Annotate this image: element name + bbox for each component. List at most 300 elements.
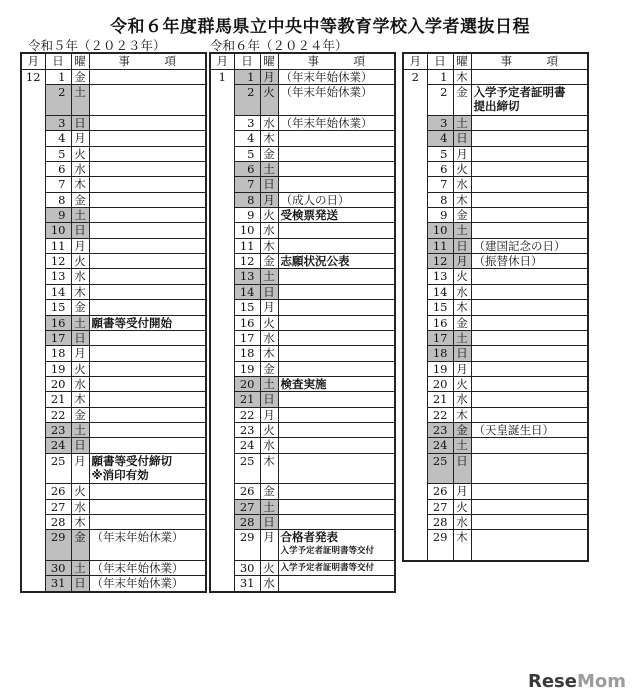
- event-cell: [89, 300, 206, 315]
- table-row: [21, 484, 206, 499]
- table-row: [403, 514, 588, 529]
- table-row: [210, 484, 395, 499]
- event-cell: [278, 192, 395, 207]
- table-row: [403, 346, 588, 361]
- dow-cell: 水: [260, 116, 278, 131]
- schedule-table-month-12: [20, 52, 207, 593]
- event-text: 願書等受付締切: [91, 453, 172, 468]
- table-row: [403, 392, 588, 407]
- event-cell: [471, 238, 588, 253]
- table-row: [403, 192, 588, 207]
- event-cell: [89, 162, 206, 177]
- dow-cell: 月: [453, 361, 471, 376]
- day-cell: 12: [45, 254, 71, 269]
- day-cell: 20: [234, 376, 260, 391]
- event-cell: [89, 116, 206, 131]
- dow-cell: 水: [453, 284, 471, 299]
- day-cell: 8: [234, 192, 260, 207]
- dow-cell: 金: [71, 407, 89, 422]
- event-text: 合格者発表: [280, 530, 338, 545]
- event-cell: [89, 254, 206, 269]
- day-cell: 30: [234, 561, 260, 576]
- dow-cell: 水: [453, 177, 471, 192]
- day-cell: 19: [427, 361, 453, 376]
- header-day: 日: [45, 53, 71, 70]
- event-cell: [89, 346, 206, 361]
- month-cell: 2: [403, 70, 427, 562]
- table-row: [21, 223, 206, 238]
- table-row: [403, 146, 588, 161]
- dow-cell: 火: [260, 208, 278, 223]
- dow-cell: 火: [71, 146, 89, 161]
- dow-cell: 金: [453, 208, 471, 223]
- event-cell: [89, 499, 206, 514]
- table-row: [403, 499, 588, 514]
- day-cell: 2: [45, 85, 71, 116]
- table-row: [21, 146, 206, 161]
- event-cell: [471, 223, 588, 238]
- day-cell: 17: [45, 330, 71, 345]
- dow-cell: 月: [260, 300, 278, 315]
- dow-cell: 土: [260, 269, 278, 284]
- header-day: 日: [427, 53, 453, 70]
- day-cell: 3: [45, 116, 71, 131]
- day-cell: 5: [427, 146, 453, 161]
- dow-cell: 金: [260, 146, 278, 161]
- table-row: [403, 484, 588, 499]
- day-cell: 29: [427, 530, 453, 561]
- table-row: [403, 254, 588, 269]
- dow-cell: 火: [71, 484, 89, 499]
- table-row: [21, 284, 206, 299]
- table-row: [21, 177, 206, 192]
- event-cell: [278, 85, 395, 116]
- day-cell: 24: [234, 438, 260, 453]
- dow-cell: 水: [260, 438, 278, 453]
- dow-cell: 土: [260, 376, 278, 391]
- day-cell: 21: [45, 392, 71, 407]
- dow-cell: 火: [260, 315, 278, 330]
- header-dow: 曜: [260, 53, 278, 70]
- table-row: [210, 254, 395, 269]
- event-text-line2: ※消印有効: [91, 467, 149, 482]
- event-cell: [471, 361, 588, 376]
- day-cell: 8: [45, 192, 71, 207]
- day-cell: 7: [427, 177, 453, 192]
- day-cell: 9: [234, 208, 260, 223]
- table-row: [403, 376, 588, 391]
- table-row: [403, 131, 588, 146]
- day-cell: 1: [45, 70, 71, 85]
- table-row: [21, 376, 206, 391]
- event-cell: [89, 392, 206, 407]
- dow-cell: 土: [71, 422, 89, 437]
- day-cell: 4: [427, 131, 453, 146]
- event-subtext: 入学予定者証明書等交付: [280, 563, 375, 573]
- event-cell: [89, 208, 206, 223]
- day-cell: 27: [234, 499, 260, 514]
- event-cell: [278, 284, 395, 299]
- table-header: [210, 53, 395, 70]
- event-text-line2: 提出締切: [473, 99, 520, 114]
- dow-cell: 火: [453, 376, 471, 391]
- day-cell: 10: [234, 223, 260, 238]
- day-cell: 11: [45, 238, 71, 253]
- event-cell: [471, 208, 588, 223]
- day-cell: 7: [234, 177, 260, 192]
- event-cell: [471, 514, 588, 529]
- table-row: [21, 238, 206, 253]
- event-cell: [278, 422, 395, 437]
- event-cell: [471, 530, 588, 561]
- day-cell: 1: [234, 70, 260, 85]
- dow-cell: 土: [453, 116, 471, 131]
- dow-cell: 木: [453, 192, 471, 207]
- day-cell: 16: [45, 315, 71, 330]
- event-cell: [278, 254, 395, 269]
- event-cell: [89, 223, 206, 238]
- day-cell: 27: [45, 499, 71, 514]
- event-cell: [89, 146, 206, 161]
- dow-cell: 月: [260, 70, 278, 85]
- table-row: [210, 422, 395, 437]
- event-cell: [89, 561, 206, 576]
- dow-cell: 水: [71, 499, 89, 514]
- table-row: [210, 346, 395, 361]
- dow-cell: 金: [260, 361, 278, 376]
- table-row: [403, 300, 588, 315]
- table-row: [21, 392, 206, 407]
- dow-cell: 月: [71, 131, 89, 146]
- event-text: 願書等受付開始: [91, 315, 172, 330]
- event-cell: [89, 530, 206, 561]
- header-day: 日: [234, 53, 260, 70]
- day-cell: 24: [45, 438, 71, 453]
- event-text: 検査実施: [280, 376, 327, 391]
- event-cell: [278, 561, 395, 576]
- day-cell: 13: [45, 269, 71, 284]
- event-cell: [278, 238, 395, 253]
- day-cell: 15: [45, 300, 71, 315]
- table-row: [210, 392, 395, 407]
- table-row: [210, 284, 395, 299]
- event-cell: [471, 499, 588, 514]
- table-row: [403, 238, 588, 253]
- table-row: [403, 330, 588, 345]
- event-cell: [89, 177, 206, 192]
- dow-cell: 日: [71, 223, 89, 238]
- day-cell: 28: [45, 514, 71, 529]
- dow-cell: 水: [453, 514, 471, 529]
- event-text: 受検票発送: [280, 208, 338, 223]
- day-cell: 14: [427, 284, 453, 299]
- dow-cell: 木: [71, 514, 89, 529]
- event-cell: [89, 407, 206, 422]
- event-cell: [278, 70, 395, 85]
- table-row: [403, 422, 588, 437]
- event-text: （振替休日）: [473, 254, 543, 269]
- day-cell: 25: [427, 453, 453, 484]
- table-row: [403, 269, 588, 284]
- day-cell: 21: [427, 392, 453, 407]
- day-cell: 6: [234, 162, 260, 177]
- day-cell: 23: [234, 422, 260, 437]
- table-row: [21, 269, 206, 284]
- day-cell: 20: [45, 376, 71, 391]
- day-cell: 28: [234, 514, 260, 529]
- event-cell: [278, 576, 395, 592]
- day-cell: 19: [45, 361, 71, 376]
- page-title: 令和６年度群馬県立中央中等教育学校入学者選抜日程: [110, 17, 530, 37]
- day-cell: 12: [427, 254, 453, 269]
- event-cell: [89, 70, 206, 85]
- dow-cell: 日: [71, 330, 89, 345]
- dow-cell: 日: [71, 116, 89, 131]
- event-cell: [89, 315, 206, 330]
- event-text: （年末年始休業）: [91, 530, 184, 545]
- event-text: （年末年始休業）: [91, 561, 184, 575]
- day-cell: 22: [45, 407, 71, 422]
- dow-cell: 月: [260, 407, 278, 422]
- table-row: [210, 85, 395, 116]
- dow-cell: 月: [260, 530, 278, 561]
- dow-cell: 日: [260, 284, 278, 299]
- event-text: （天皇誕生日）: [473, 422, 554, 437]
- day-cell: 18: [427, 346, 453, 361]
- day-cell: 31: [234, 576, 260, 592]
- day-cell: 17: [234, 330, 260, 345]
- day-cell: 13: [234, 269, 260, 284]
- event-cell: [471, 484, 588, 499]
- table-row: [21, 116, 206, 131]
- header-month: 月: [403, 53, 427, 70]
- day-cell: 6: [427, 162, 453, 177]
- day-cell: 29: [234, 530, 260, 561]
- event-cell: [278, 376, 395, 391]
- day-cell: 28: [427, 514, 453, 529]
- event-cell: [471, 392, 588, 407]
- table-row: [21, 561, 206, 576]
- day-cell: 15: [234, 300, 260, 315]
- event-cell: [471, 85, 588, 116]
- day-cell: 9: [45, 208, 71, 223]
- table-header: [403, 53, 588, 70]
- day-cell: 19: [234, 361, 260, 376]
- event-cell: [278, 499, 395, 514]
- dow-cell: 金: [453, 315, 471, 330]
- table-row: [403, 438, 588, 453]
- event-cell: [89, 361, 206, 376]
- table-row: [403, 177, 588, 192]
- event-cell: [471, 162, 588, 177]
- event-cell: [278, 146, 395, 161]
- table-row: [210, 192, 395, 207]
- day-cell: 11: [427, 238, 453, 253]
- event-cell: [471, 453, 588, 484]
- table-header: [21, 53, 206, 70]
- table-row: [210, 208, 395, 223]
- header-event: 事 項: [89, 53, 206, 70]
- event-cell: [89, 453, 206, 484]
- dow-cell: 金: [453, 422, 471, 437]
- event-text: （年末年始休業）: [280, 116, 373, 131]
- dow-cell: 木: [260, 453, 278, 484]
- dow-cell: 日: [260, 392, 278, 407]
- dow-cell: 月: [453, 484, 471, 499]
- event-text: （年末年始休業）: [91, 576, 184, 591]
- dow-cell: 火: [71, 361, 89, 376]
- event-cell: [278, 162, 395, 177]
- table-row: [21, 162, 206, 177]
- day-cell: 18: [234, 346, 260, 361]
- event-cell: [471, 422, 588, 437]
- dow-cell: 月: [71, 238, 89, 253]
- dow-cell: 日: [260, 514, 278, 529]
- event-cell: [278, 392, 395, 407]
- day-cell: 5: [45, 146, 71, 161]
- dow-cell: 土: [260, 162, 278, 177]
- event-cell: [89, 269, 206, 284]
- table-row: [210, 70, 395, 85]
- day-cell: 25: [45, 453, 71, 484]
- month-cell: 12: [21, 70, 45, 592]
- dow-cell: 金: [71, 192, 89, 207]
- table-row: [21, 530, 206, 561]
- dow-cell: 火: [260, 422, 278, 437]
- event-cell: [278, 530, 395, 561]
- table-row: [21, 453, 206, 484]
- table-row: [403, 223, 588, 238]
- header-month: 月: [210, 53, 234, 70]
- event-cell: [89, 422, 206, 437]
- day-cell: 9: [427, 208, 453, 223]
- day-cell: 8: [427, 192, 453, 207]
- event-cell: [89, 514, 206, 529]
- event-cell: [89, 131, 206, 146]
- event-cell: [278, 300, 395, 315]
- table-row: [403, 284, 588, 299]
- table-row: [21, 254, 206, 269]
- dow-cell: 日: [71, 576, 89, 592]
- event-cell: [471, 269, 588, 284]
- table-row: [21, 576, 206, 592]
- dow-cell: 金: [71, 70, 89, 85]
- event-cell: [471, 177, 588, 192]
- year-label-2023: 令和５年（２０２３年）: [28, 38, 166, 53]
- dow-cell: 月: [71, 346, 89, 361]
- table-row: [210, 131, 395, 146]
- day-cell: 11: [234, 238, 260, 253]
- event-cell: [278, 269, 395, 284]
- day-cell: 29: [45, 530, 71, 561]
- dow-cell: 火: [71, 254, 89, 269]
- day-cell: 4: [45, 131, 71, 146]
- dow-cell: 土: [71, 85, 89, 116]
- table-row: [210, 238, 395, 253]
- day-cell: 27: [427, 499, 453, 514]
- dow-cell: 土: [71, 561, 89, 576]
- dow-cell: 水: [71, 162, 89, 177]
- dow-cell: 月: [71, 453, 89, 484]
- day-cell: 16: [427, 315, 453, 330]
- table-row: [403, 530, 588, 561]
- dow-cell: 金: [260, 484, 278, 499]
- dow-cell: 木: [453, 530, 471, 561]
- dow-cell: 土: [260, 499, 278, 514]
- event-cell: [278, 407, 395, 422]
- event-cell: [471, 438, 588, 453]
- dow-cell: 月: [453, 146, 471, 161]
- dow-cell: 火: [260, 561, 278, 576]
- dow-cell: 水: [453, 392, 471, 407]
- table-row: [403, 116, 588, 131]
- day-cell: 17: [427, 330, 453, 345]
- table-row: [21, 361, 206, 376]
- day-cell: 16: [234, 315, 260, 330]
- day-cell: 6: [45, 162, 71, 177]
- table-row: [210, 376, 395, 391]
- table-row: [210, 269, 395, 284]
- dow-cell: 木: [260, 131, 278, 146]
- event-cell: [89, 376, 206, 391]
- table-row: [403, 361, 588, 376]
- day-cell: 24: [427, 438, 453, 453]
- header-dow: 曜: [71, 53, 89, 70]
- event-cell: [471, 116, 588, 131]
- day-cell: 3: [234, 116, 260, 131]
- event-cell: [471, 70, 588, 85]
- dow-cell: 月: [260, 192, 278, 207]
- table-row: [21, 499, 206, 514]
- dow-cell: 土: [453, 438, 471, 453]
- dow-cell: 火: [453, 499, 471, 514]
- dow-cell: 金: [260, 254, 278, 269]
- dow-cell: 火: [453, 162, 471, 177]
- header-month: 月: [21, 53, 45, 70]
- event-cell: [471, 146, 588, 161]
- dow-cell: 木: [453, 70, 471, 85]
- table-row: [210, 330, 395, 345]
- day-cell: 10: [427, 223, 453, 238]
- day-cell: 10: [45, 223, 71, 238]
- day-cell: 30: [45, 561, 71, 576]
- dow-cell: 土: [71, 315, 89, 330]
- dow-cell: 月: [453, 254, 471, 269]
- table-row: [210, 146, 395, 161]
- day-cell: 26: [234, 484, 260, 499]
- day-cell: 25: [234, 453, 260, 484]
- table-row: [210, 177, 395, 192]
- day-cell: 23: [45, 422, 71, 437]
- event-cell: [471, 254, 588, 269]
- event-cell: [278, 514, 395, 529]
- header-event: 事 項: [278, 53, 395, 70]
- dow-cell: 水: [71, 269, 89, 284]
- table-row: [403, 208, 588, 223]
- event-cell: [278, 315, 395, 330]
- table-row: [21, 300, 206, 315]
- dow-cell: 木: [453, 300, 471, 315]
- event-cell: [278, 330, 395, 345]
- schedule-table-month-2: [402, 52, 589, 562]
- table-row: [21, 131, 206, 146]
- event-cell: [89, 284, 206, 299]
- event-cell: [278, 116, 395, 131]
- table-row: [21, 346, 206, 361]
- table-row: [210, 576, 395, 592]
- table-row: [21, 208, 206, 223]
- event-cell: [278, 438, 395, 453]
